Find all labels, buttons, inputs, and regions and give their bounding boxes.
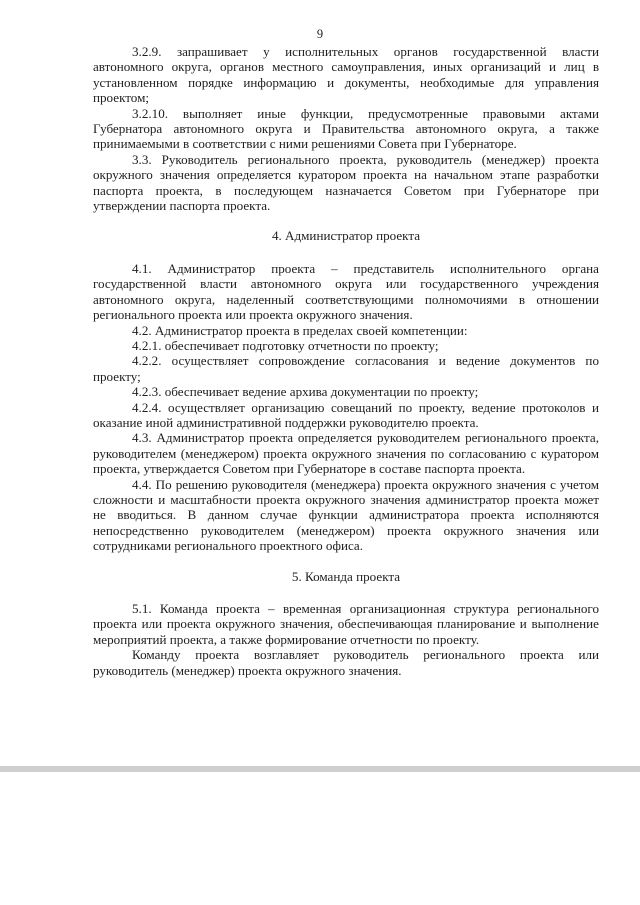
paragraph-4-2-3: 4.2.3. обеспечивает ведение архива документации по проекту;: [132, 384, 479, 400]
paragraph-4-1: 4.1. Администратор проекта – представитель исполнительного органа государственной власти автономного округа или государственного учреждения автономного округа, наделенный соответствующими полномочиями в отношении регионального проекта или проекта окружного значения.: [93, 260, 599, 323]
page-number: 9: [316, 27, 324, 41]
document-body: [93, 44, 599, 678]
paragraph-4-2: 4.2. Администратор проекта в пределах своей компетенции:: [132, 322, 468, 338]
section-heading-5: 5. Команда проекта: [291, 568, 401, 584]
paragraph-5-team-lead: Команду проекта возглавляет руководитель регионального проекта или руководитель (менеджер) проекта окружного значения.: [93, 647, 599, 678]
paragraph-3-2-10: 3.2.10. выполняет иные функции, предусмотренные правовыми актами Губернатора автономного округа и Правительства автономного округа, а также принимаемыми в соответствии с ними решениями Совета при Губернаторе.: [93, 105, 599, 152]
paragraph-4-3: 4.3. Администратор проекта определяется руководителем регионального проекта, руководителем (менеджером) проекта окружного значения по согласованию с куратором проекта, утверждается Советом при Губернаторе в составе паспорта проекта.: [93, 430, 599, 477]
section-heading-4: 4. Администратор проекта: [271, 228, 421, 244]
paragraph-4-4: 4.4. По решению руководителя (менеджера) проекта окружного значения с учетом сложности и масштабности проекта окружного значения администратор проекта может не вводиться. В данном случае функции администратора проекта исполняются непосредственно руководителем (менеджером) проекта окружного значения или сотрудниками регионального проектного офиса.: [93, 476, 599, 554]
paragraph-5-1: 5.1. Команда проекта – временная организационная структура регионального проекта или проекта окружного значения, обеспечивающая планирование и выполнение мероприятий проекта, а также формирование отчетности по проекту.: [93, 601, 599, 647]
paragraph-3-2-9: 3.2.9. запрашивает у исполнительных органов государственной власти автономного округа, органов местного самоуправления, иных организаций и лиц в установленном порядке информацию и документы, необходимые для управления проектом;: [93, 44, 599, 106]
paragraph-3-3: 3.3. Руководитель регионального проекта, руководитель (менеджер) проекта окружного значения определяется куратором проекта на начальном этапе разработки паспорта проекта, в последующем назначается Советом при Губернаторе при утверждении паспорта проекта.: [93, 151, 599, 214]
scan-page-edge: [0, 766, 640, 772]
paragraph-4-2-2: 4.2.2. осуществляет сопровождение согласования и ведение документов по проекту;: [93, 353, 599, 384]
paragraph-4-2-1: 4.2.1. обеспечивает подготовку отчетности по проекту;: [132, 337, 439, 353]
paragraph-4-2-4: 4.2.4. осуществляет организацию совещаний по проекту, ведение протоколов и оказание иной административной поддержки руководителю проекта.: [93, 399, 599, 430]
